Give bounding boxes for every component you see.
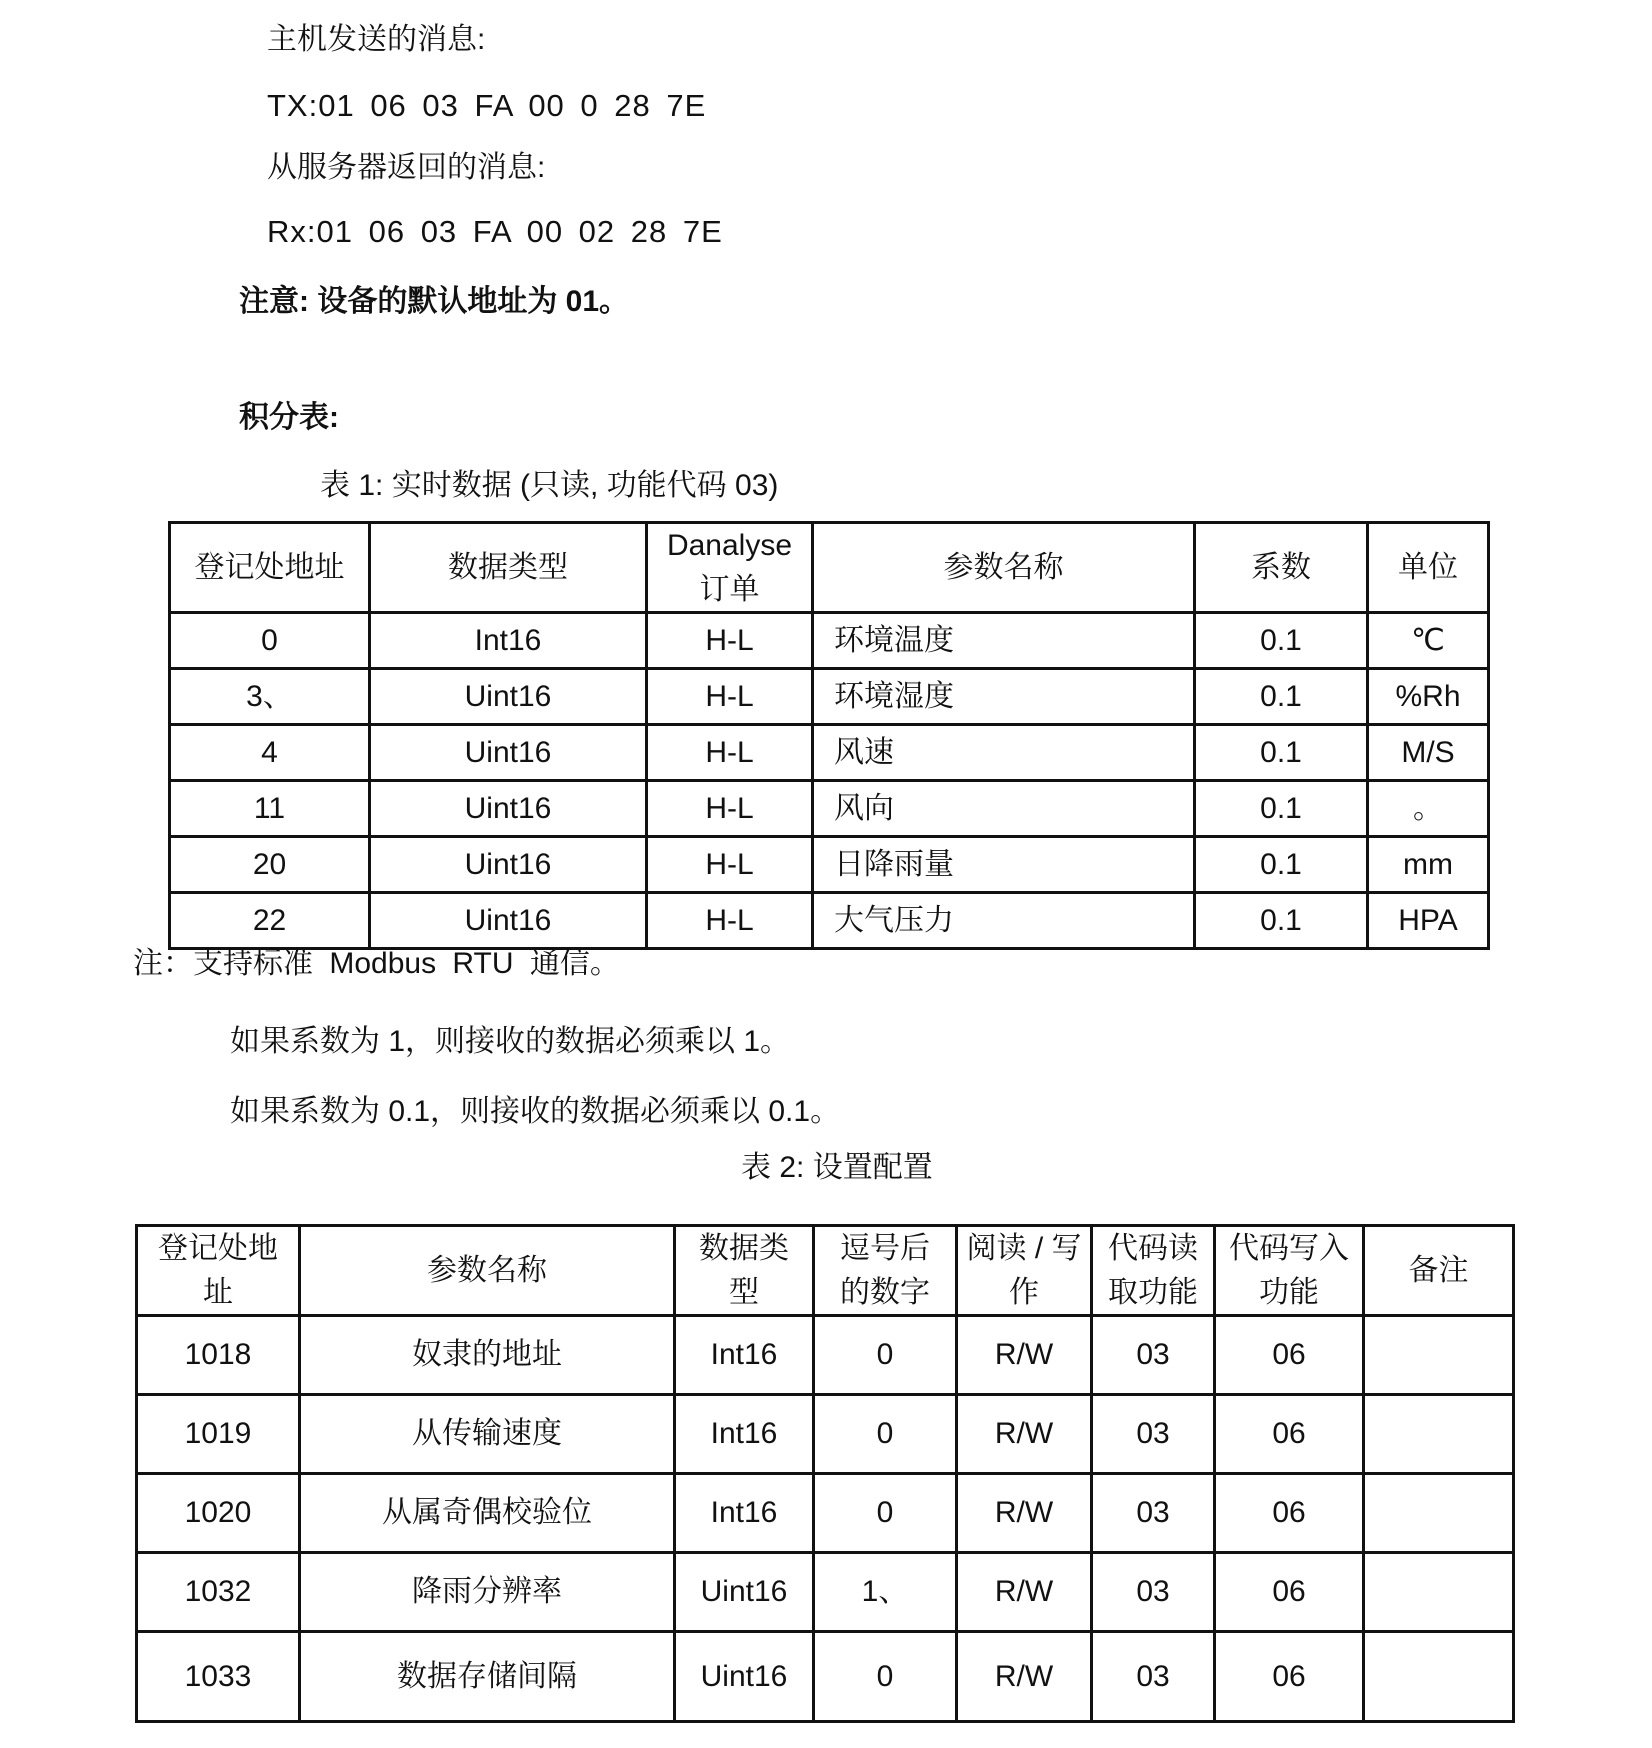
table-cell: 3、 [170,669,370,725]
table1-body [170,613,1489,949]
header-cell: 逗号后的数字 [814,1226,957,1316]
header-cell: 备注 [1364,1226,1514,1316]
table-cell: Uint16 [370,893,647,949]
table-cell: Int16 [675,1474,814,1553]
header-cell: Danalyse 订单 [647,523,813,613]
table-row [170,725,1489,781]
table-cell: 0.1 [1195,669,1368,725]
realtime-data-table [168,521,1490,950]
table-cell: H-L [647,781,813,837]
table-cell: 从属奇偶校验位 [300,1474,675,1553]
table-cell: 数据存储间隔 [300,1632,675,1722]
table-cell: 大气压力 [813,893,1195,949]
table-cell: Int16 [370,613,647,669]
header-cell: 数据类型 [370,523,647,613]
table-cell: 06 [1215,1316,1364,1395]
settings-config-table [135,1224,1515,1723]
table1-header [170,523,1489,613]
table-cell: R/W [957,1553,1092,1632]
table-cell: R/W [957,1395,1092,1474]
table-cell: Uint16 [675,1632,814,1722]
table-row [170,893,1489,949]
table-cell: 0 [814,1474,957,1553]
slave-message-label: 从服务器返回的消息: [267,151,546,184]
table-cell: 降雨分辨率 [300,1553,675,1632]
table-cell: H-L [647,725,813,781]
table-cell: 06 [1215,1632,1364,1722]
header-cell: 登记处地址 [137,1226,300,1316]
table-cell: 03 [1092,1632,1215,1722]
coefficient-note-2: 如果系数为 0.1，则接收的数据必须乘以 0.1。 [230,1095,841,1128]
table-cell: R/W [957,1632,1092,1722]
default-address-notice: 注意: 设备的默认地址为 01。 [239,285,630,318]
table-cell: 环境湿度 [813,669,1195,725]
table-cell: 0.1 [1195,725,1368,781]
table-cell: Uint16 [370,781,647,837]
table-cell: 03 [1092,1553,1215,1632]
table-cell: H-L [647,613,813,669]
table-row [137,1395,1514,1474]
header-cell: 数据类型 [675,1226,814,1316]
tx-hex-line: TX:01 06 03 FA 00 0 28 7E [267,88,707,123]
table-cell: 奴隶的地址 [300,1316,675,1395]
table-cell: 0 [170,613,370,669]
table-cell: 从传输速度 [300,1395,675,1474]
header-cell: 阅读 / 写作 [957,1226,1092,1316]
table-cell: 0 [814,1316,957,1395]
coefficient-note-1: 如果系数为 1，则接收的数据必须乘以 1。 [230,1025,791,1058]
table-cell [1364,1632,1514,1722]
table-cell: 风速 [813,725,1195,781]
table-cell: 环境温度 [813,613,1195,669]
table-cell: 1032 [137,1553,300,1632]
table1-caption: 表 1: 实时数据 (只读, 功能代码 03) [320,469,779,502]
header-cell: 代码写入功能 [1215,1226,1364,1316]
header-cell: 参数名称 [813,523,1195,613]
table-cell: 0.1 [1195,837,1368,893]
table-cell: 0.1 [1195,781,1368,837]
table-cell: Int16 [675,1395,814,1474]
table-cell: 4 [170,725,370,781]
table-cell: 1019 [137,1395,300,1474]
table2-body [137,1316,1514,1722]
table-cell: 06 [1215,1553,1364,1632]
header-cell: 系数 [1195,523,1368,613]
table-cell: 。 [1368,781,1489,837]
header-cell: 登记处地址 [170,523,370,613]
table-cell: 1、 [814,1553,957,1632]
table-cell [1364,1474,1514,1553]
table-cell: H-L [647,669,813,725]
table-cell: 06 [1215,1395,1364,1474]
table-cell: ℃ [1368,613,1489,669]
table2-caption: 表 2: 设置配置 [741,1151,933,1184]
table-row [137,1553,1514,1632]
table-cell: Uint16 [370,837,647,893]
table-cell: 0 [814,1632,957,1722]
table-cell: 20 [170,837,370,893]
table-cell: 日降雨量 [813,837,1195,893]
table-cell [1364,1316,1514,1395]
table-cell: H-L [647,837,813,893]
table-cell: 1018 [137,1316,300,1395]
table-cell: Uint16 [370,725,647,781]
table-cell: 06 [1215,1474,1364,1553]
header-cell: 单位 [1368,523,1489,613]
table-cell: 03 [1092,1474,1215,1553]
table-cell: 11 [170,781,370,837]
rx-hex-line: Rx:01 06 03 FA 00 02 28 7E [267,214,723,249]
table-cell: 0 [814,1395,957,1474]
table-row [170,613,1489,669]
table-cell: Uint16 [675,1553,814,1632]
table-cell: 0.1 [1195,613,1368,669]
table-header-row [137,1226,1514,1316]
table-cell: 03 [1092,1395,1215,1474]
table-row [170,669,1489,725]
table-header-row [170,523,1489,613]
table-cell: 03 [1092,1316,1215,1395]
table-cell [1364,1553,1514,1632]
table-cell: 1033 [137,1632,300,1722]
table-cell: 22 [170,893,370,949]
table-cell: H-L [647,893,813,949]
table-cell: 风向 [813,781,1195,837]
table-row [137,1316,1514,1395]
table-cell: %Rh [1368,669,1489,725]
table-cell: mm [1368,837,1489,893]
table-row [137,1632,1514,1722]
host-message-label: 主机发送的消息: [267,23,486,56]
table-cell: M/S [1368,725,1489,781]
table-cell [1364,1395,1514,1474]
table-cell: Int16 [675,1316,814,1395]
table-row [170,781,1489,837]
table-cell: 1020 [137,1474,300,1553]
table-cell: R/W [957,1474,1092,1553]
table2-header [137,1226,1514,1316]
table-cell: R/W [957,1316,1092,1395]
integral-table-label: 积分表: [239,401,339,434]
table-cell: 0.1 [1195,893,1368,949]
table-row [170,837,1489,893]
table-row [137,1474,1514,1553]
table-cell: Uint16 [370,669,647,725]
table1-footnote: 注：支持标准 Modbus RTU 通信。 [133,947,620,980]
table-cell: HPA [1368,893,1489,949]
header-cell: 代码读取功能 [1092,1226,1215,1316]
header-cell: 参数名称 [300,1226,675,1316]
